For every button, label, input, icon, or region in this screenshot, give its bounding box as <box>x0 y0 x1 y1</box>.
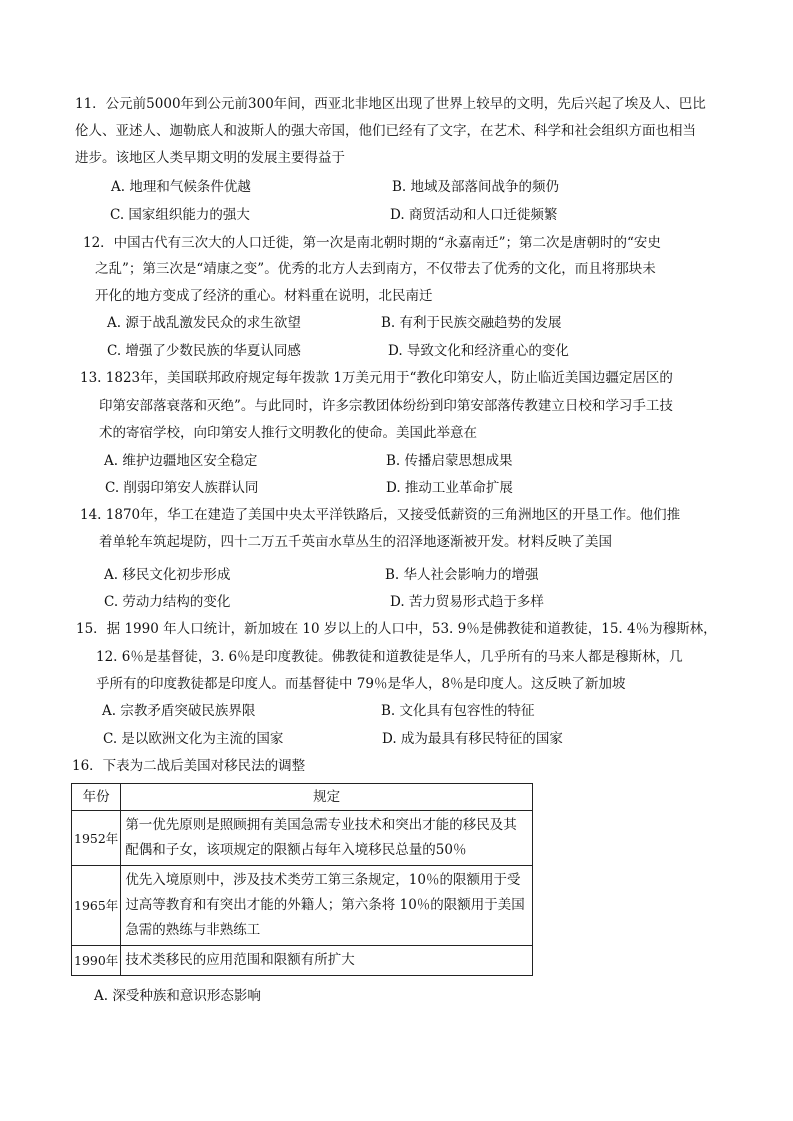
q15-option-b: B. 文化具有包容性的特征 <box>381 703 535 719</box>
q14-option-d: D. 苦力贸易形式趋于多样 <box>390 594 544 610</box>
table-row <box>72 811 533 866</box>
column-header-year: 年份 <box>72 784 121 811</box>
q14-stem-line-2: 着单轮车筑起堤防，四十二万五千英亩水草丛生的沼泽地逐渐被开发。材料反映了美国 <box>99 534 612 550</box>
table-cell-rule: 第一优先原则是照顾拥有美国急需专业技术和突出才能的移民及其配偶和子女，该项规定的限额占每年入境移民总量的50％ <box>121 811 533 866</box>
q13-option-d: D. 推动工业革命扩展 <box>386 480 513 496</box>
q11-option-a: A. 地理和气候条件优越 <box>111 179 251 195</box>
table-cell-year: 1952年 <box>72 811 121 866</box>
q15-option-d: D. 成为最具有移民特征的国家 <box>382 731 563 747</box>
q11-stem-line-2: 伦人、亚述人、迦勒底人和波斯人的强大帝国，他们已经有了文字，在艺术、科学和社会组织方面也相当 <box>75 123 696 139</box>
table-cell-rule: 优先入境原则中，涉及技术类劳工第三条规定，10％的限额用于受过高等教育和有突出才能的外籍人；第六条将 10％的限额用于美国急需的熟练与非熟练工 <box>121 866 533 946</box>
q12-stem-line-2: 之乱”；第三次是“靖康之变”。优秀的北方人去到南方，不仅带去了优秀的文化，而且将那块未 <box>95 261 656 277</box>
q16-stem: 16．下表为二战后美国对移民法的调整 <box>72 758 306 774</box>
q15-stem-line-3: 乎所有的印度教徒都是印度人。而基督徒中 79％是华人，8％是印度人。这反映了新加坡 <box>96 676 626 692</box>
immigration-law-table <box>71 783 533 976</box>
q14-option-a: A. 移民文化初步形成 <box>104 567 231 583</box>
q16-option-a: A. 深受种族和意识形态影响 <box>94 988 261 1004</box>
q13-stem-line-2: 印第安部落衰落和灭绝”。与此同时，许多宗教团体纷纷到印第安部落传教建立日校和学习手工技 <box>99 398 673 414</box>
q11-option-d: D. 商贸活动和人口迁徙频繁 <box>390 207 558 223</box>
q11-option-c: C. 国家组织能力的强大 <box>110 207 250 223</box>
q15-option-c: C. 是以欧洲文化为主流的国家 <box>103 731 284 747</box>
q15-option-a: A. 宗教矛盾突破民族界限 <box>102 703 256 719</box>
q14-option-b: B. 华人社会影响力的增强 <box>385 567 539 583</box>
q13-stem-line-3: 术的寄宿学校，向印第安人推行文明教化的使命。美国此举意在 <box>99 425 477 441</box>
q12-option-a: A. 源于战乱激发民众的求生欲望 <box>107 315 301 331</box>
q15-stem-line-2: 12. 6％是基督徒，3. 6％是印度教徒。佛教徒和道教徒是华人，几乎所有的马来人都是穆斯林，几 <box>96 649 683 665</box>
q13-stem-line-1: 13. 1823年，美国联邦政府规定每年拨款 1万美元用于“教化印第安人，防止临近美国边疆定居区的 <box>80 370 673 386</box>
q13-option-c: C. 削弱印第安人族群认同 <box>105 480 259 496</box>
table-row <box>72 946 533 976</box>
q12-stem-line-1: 12．中国古代有三次大的人口迁徙，第一次是南北朝时期的“永嘉南迁”；第二次是唐朝时的“安史 <box>83 235 661 251</box>
table-cell-year: 1965年 <box>72 866 121 946</box>
q11-stem-line-3: 进步。该地区人类早期文明的发展主要得益于 <box>75 150 345 166</box>
q14-option-c: C. 劳动力结构的变化 <box>104 594 231 610</box>
q12-option-b: B. 有利于民族交融趋势的发展 <box>381 315 562 331</box>
column-header-rule: 规定 <box>121 784 533 811</box>
table-cell-rule: 技术类移民的应用范围和限额有所扩大 <box>121 946 533 976</box>
q11-option-b: B. 地域及部落间战争的频仍 <box>392 179 560 195</box>
q13-option-b: B. 传播启蒙思想成果 <box>386 453 513 469</box>
q15-stem-line-1: 15．据 1990 年人口统计，新加坡在 10 岁以上的人口中，53. 9％是佛教徒和道教徒，15. 4％为穆斯林， <box>76 621 717 637</box>
q12-stem-line-3: 开化的地方变成了经济的重心。材料重在说明，北民南迁 <box>95 288 433 304</box>
table-header-row <box>72 784 533 811</box>
table-row <box>72 866 533 946</box>
q13-option-a: A. 维护边疆地区安全稳定 <box>104 453 258 469</box>
q14-stem-line-1: 14. 1870年，华工在建造了美国中央太平洋铁路后，又接受低薪资的三角洲地区的开垦工作。他们推 <box>80 507 681 523</box>
q11-stem-line-1: 11．公元前5000年到公元前300年间，西亚北非地区出现了世界上较早的文明，先后兴起了埃及人、巴比 <box>75 96 706 112</box>
q12-option-d: D. 导致文化和经济重心的变化 <box>388 343 569 359</box>
q12-option-c: C. 增强了少数民族的华夏认同感 <box>107 343 301 359</box>
table-cell-year: 1990年 <box>72 946 121 976</box>
